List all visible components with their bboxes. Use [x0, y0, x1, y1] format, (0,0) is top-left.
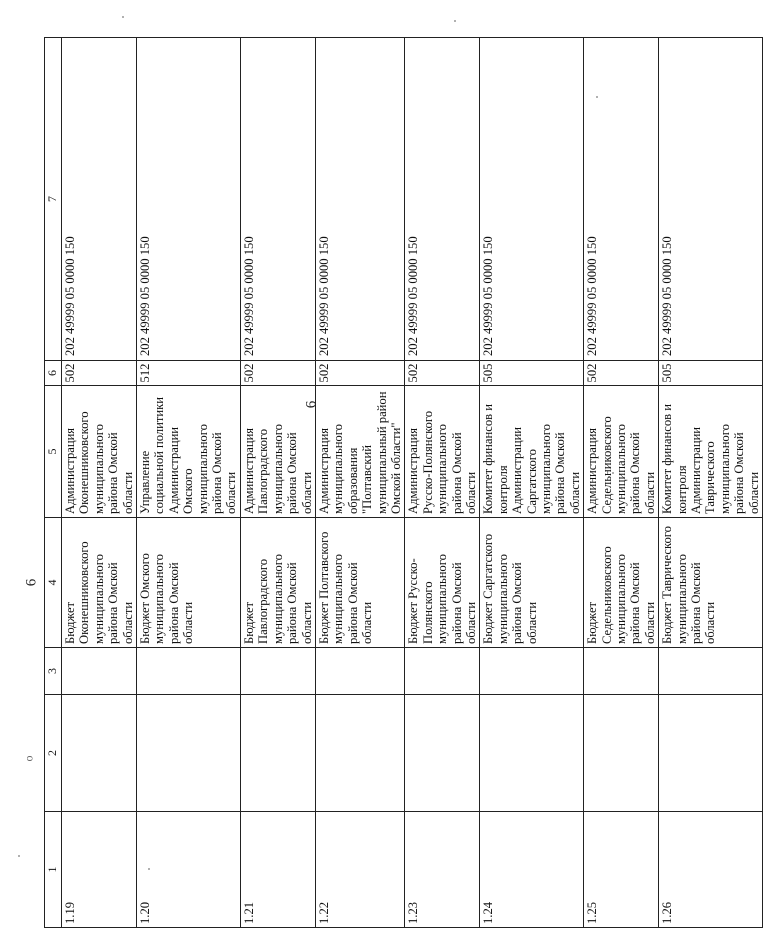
- table-row: [584, 38, 659, 928]
- budget-table: [44, 37, 763, 928]
- admin-code: 502: [584, 361, 659, 386]
- admin-code: 505: [659, 361, 763, 386]
- cell-col3: [405, 648, 480, 695]
- column-header: 5: [45, 386, 62, 518]
- admin-code: 502: [240, 361, 315, 386]
- admin-code: 502: [405, 361, 480, 386]
- revenue-code: 202 49999 05 0000 150: [659, 38, 763, 361]
- budget-name: Бюджет Таврического муниципального района Омской области: [659, 518, 763, 648]
- row-number: 1.23: [405, 812, 480, 928]
- row-number: 1.19: [62, 812, 137, 928]
- row-number: 1.20: [137, 812, 241, 928]
- administrator-name: Комитет финансов и контроля Администрации Таврического муниципального района Омской области: [659, 386, 763, 518]
- cell-col3: [315, 648, 404, 695]
- administrator-name: Администрация Седельниковского муниципального района Омской области: [584, 386, 659, 518]
- column-header: 6: [45, 361, 62, 386]
- cell-col2: [137, 695, 241, 812]
- cell-col2: [584, 695, 659, 812]
- budget-name: Бюджет Саргатского муниципального района Омской области: [480, 518, 584, 648]
- revenue-code: 202 49999 05 0000 150: [240, 38, 315, 361]
- cell-col3: [659, 648, 763, 695]
- cell-col2: [405, 695, 480, 812]
- budget-name: Бюджет Русско-Полянского муниципального района Омской области: [405, 518, 480, 648]
- column-header: 4: [45, 518, 62, 648]
- column-header: 2: [45, 695, 62, 812]
- row-number: 1.26: [659, 812, 763, 928]
- cell-col2: [480, 695, 584, 812]
- revenue-code: 202 49999 05 0000 150: [584, 38, 659, 361]
- admin-code: 512: [137, 361, 241, 386]
- page-number: 6: [23, 578, 40, 587]
- row-number: 1.21: [240, 812, 315, 928]
- cell-col2: [315, 695, 404, 812]
- administrator-name: Управление социальной политики Администрации Омского муниципального района Омской области: [137, 386, 241, 518]
- revenue-code: 202 49999 05 0000 150: [405, 38, 480, 361]
- cell-col3: [62, 648, 137, 695]
- column-header: 3: [45, 648, 62, 695]
- revenue-code: 202 49999 05 0000 150: [480, 38, 584, 361]
- budget-name: Бюджет Павлоградского муниципального района Омской области: [240, 518, 315, 648]
- cell-col3: [480, 648, 584, 695]
- budget-name: Бюджет Оконешниковского муниципального района Омской области: [62, 518, 137, 648]
- table-row: [137, 38, 241, 928]
- cell-col2: [62, 695, 137, 812]
- administrator-name: Администрация Павлоградского муниципального района Омской области: [240, 386, 315, 518]
- table-row: [240, 38, 315, 928]
- cell-col3: [137, 648, 241, 695]
- cell-col2: [240, 695, 315, 812]
- rotated-page: [44, 38, 761, 928]
- table-row: [315, 38, 404, 928]
- budget-name: Бюджет Омского муниципального района Омской области: [137, 518, 241, 648]
- revenue-code: 202 49999 05 0000 150: [315, 38, 404, 361]
- header-row: [45, 38, 62, 928]
- admin-code: 502: [315, 361, 404, 386]
- column-header: 7: [45, 38, 62, 361]
- cell-col3: [240, 648, 315, 695]
- administrator-name: Администрация муниципального образования "Полтавский муниципальный район Омской области": [315, 386, 404, 518]
- table-row: [659, 38, 763, 928]
- row-number: 1.25: [584, 812, 659, 928]
- table-row: [62, 38, 137, 928]
- cell-col3: [584, 648, 659, 695]
- revenue-code: 202 49999 05 0000 150: [62, 38, 137, 361]
- administrator-name: Администрация Русско-Полянского муниципального района Омской области: [405, 386, 480, 518]
- row-number: 1.22: [315, 812, 404, 928]
- table-row: [480, 38, 584, 928]
- column-header: 1: [45, 812, 62, 928]
- budget-name: Бюджет Седельниковского муниципального района Омской области: [584, 518, 659, 648]
- row-number: 1.24: [480, 812, 584, 928]
- administrator-name: Администрация Оконешниковского муниципального района Омской области: [62, 386, 137, 518]
- cell-col2: [659, 695, 763, 812]
- table-row: [405, 38, 480, 928]
- page-mark: о: [21, 755, 36, 762]
- budget-name: Бюджет Полтавского муниципального района Омской области: [315, 518, 404, 648]
- admin-code: 502: [62, 361, 137, 386]
- administrator-name: Комитет финансов и контроля Администрации Саргатского муниципального района Омской области: [480, 386, 584, 518]
- revenue-code: 202 49999 05 0000 150: [137, 38, 241, 361]
- admin-code: 505: [480, 361, 584, 386]
- page-number: 6: [303, 400, 320, 409]
